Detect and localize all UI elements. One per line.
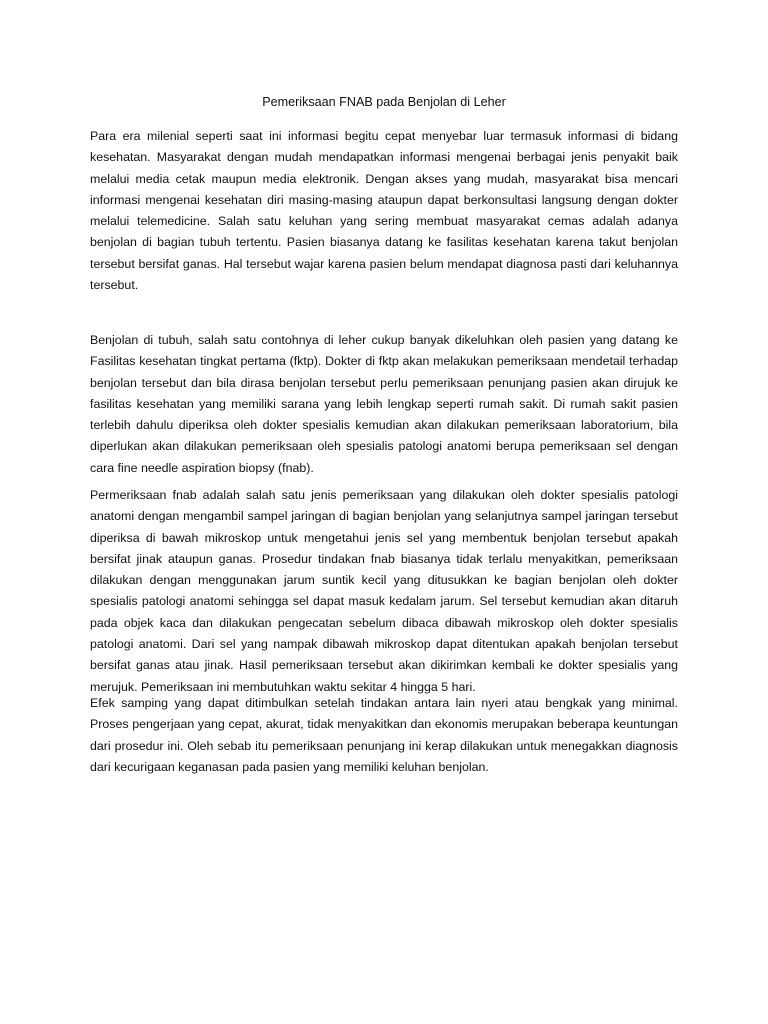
paragraph-4: Efek samping yang dapat ditimbulkan setelah tindakan antara lain nyeri atau bengkak yang minimal. Proses pengerjaan yang cepat, akurat, tidak menyakitkan dan ekonomis merupakan beberapa keuntungan dari prosedur ini. Oleh sebab itu pemeriksaan penunjang ini kerap dilakukan untuk menegakkan diagnosis dari kecurigaan keganasan pada pasien yang memiliki keluhan benjolan. xyxy=(90,696,678,774)
document-title: Pemeriksaan FNAB pada Benjolan di Leher xyxy=(262,95,506,109)
paragraph-1: Para era milenial seperti saat ini informasi begitu cepat menyebar luar termasuk informasi di bidang kesehatan. Masyarakat dengan mudah mendapatkan informasi mengenai berbagai jenis penyakit baik melalui media cetak maupun media elektronik. Dengan akses yang mudah, masyarakat bisa mencari informasi mengenai kesehatan diri masing-masing ataupun dapat berkonsultasi langsung dengan dokter melalui telemedicine. Salah satu keluhan yang sering membuat masyarakat cemas adalah adanya benjolan di bagian tubuh tertentu. Pasien biasanya datang ke fasilitas kesehatan karena takut benjolan tersebut bersifat ganas. Hal tersebut wajar karena pasien belum mendapat diagnosa pasti dari keluhannya tersebut. xyxy=(90,129,678,293)
paragraph-2: Benjolan di tubuh, salah satu contohnya di leher cukup banyak dikeluhkan oleh pasien yang datang ke Fasilitas kesehatan tingkat pertama (fktp). Dokter di fktp akan melakukan pemeriksaan mendetail terhadap benjolan tersebut dan bila dirasa benjolan tersebut perlu pemeriksaan penunjang pasien akan dirujuk ke fasilitas kesehatan yang memiliki sarana yang lebih lengkap seperti rumah sakit. Di rumah sakit pasien terlebih dahulu diperiksa oleh dokter spesialis kemudian akan dilakukan pemeriksaan laboratorium, bila diperlukan akan dilakukan pemeriksaan oleh spesialis patologi anatomi berupa pemeriksaan sel dengan cara fine needle aspiration biopsy (fnab). xyxy=(90,333,678,475)
paragraph-3: Permeriksaan fnab adalah salah satu jenis pemeriksaan yang dilakukan oleh dokter spesialis patologi anatomi dengan mengambil sampel jaringan di bagian benjolan yang selanjutnya sampel jaringan tersebut diperiksa di bawah mikroskop untuk mengetahui jenis sel yang membentuk benjolan tersebut apakah bersifat jinak ataupun ganas. Prosedur tindakan fnab biasanya tidak terlalu menyakitkan, pemeriksaan dilakukan dengan menggunakan jarum suntik kecil yang ditusukkan ke bagian benjolan oleh dokter spesialis patologi anatomi sehingga sel dapat masuk kedalam jarum. Sel tersebut kemudian akan ditaruh pada objek kaca dan dilakukan pengecatan sebelum dibaca dibawah mikroskop oleh dokter spesialis patologi anatomi. Dari sel yang nampak dibawah mikroskop dapat ditentukan apakah benjolan tersebut bersifat ganas atau jinak. Hasil pemeriksaan tersebut akan dikirimkan kembali ke dokter spesialis yang merujuk. Pemeriksaan ini membutuhkan waktu sekitar 4 hingga 5 hari. xyxy=(90,488,678,694)
